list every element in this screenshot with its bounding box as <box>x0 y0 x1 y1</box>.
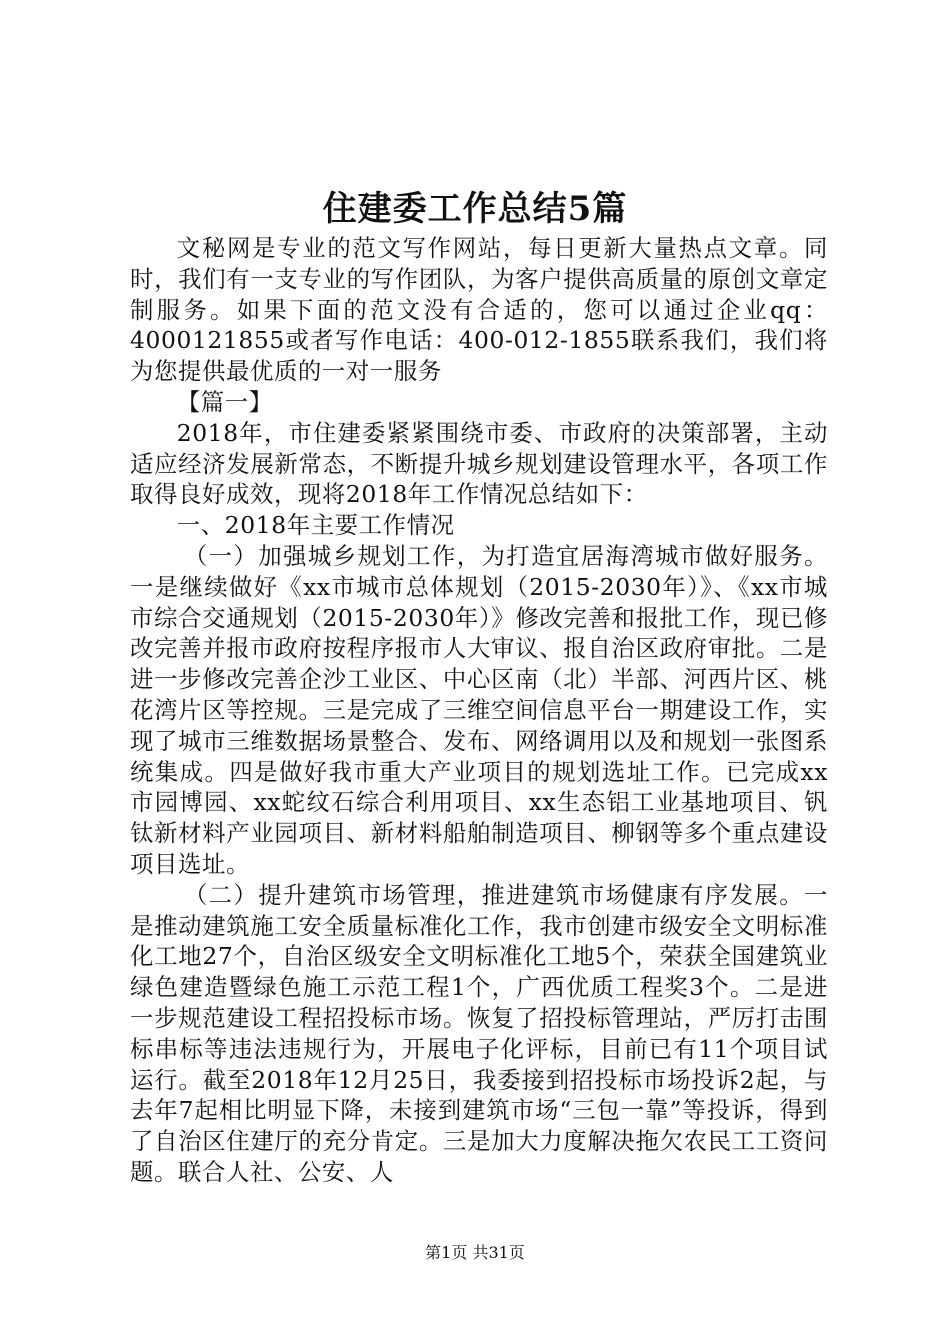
intro-paragraph: 文秘网是专业的范文写作网站，每日更新大量热点文章。同时，我们有一支专业的写作团队，为客户提供高质量的原创文章定制服务。如果下面的范文没有合适的，您可以通过企业qq：4000121855或者写作电话：400-012-1855联系我们，我们将为您提供最优质的一对一服务 <box>130 234 828 386</box>
section-label: 【篇一】 <box>176 387 273 416</box>
document-title: 住建委工作总结5篇 <box>322 189 628 229</box>
summary-paragraph: 2018年，市住建委紧紧围绕市委、市政府的决策部署，主动适应经济发展新常态，不断提升城乡规划建设管理水平，各项工作取得良好成效，现将2018年工作情况总结如下： <box>130 418 828 509</box>
page-footer: 第1页 共31页 <box>425 1243 525 1262</box>
document-body <box>130 233 828 1188</box>
planning-paragraph: （一）加强城乡规划工作，为打造宜居海湾城市做好服务。一是继续做好《xx市城市总体规划（2015-2030年）》、《xx市城市综合交通规划（2015-2030年）》修改完善和报批工作，现已修改完善并报市政府按程序报市人大审议、报自治区政府审批。二是进一步修改完善企沙工业区、中心区南（北）半部、河西片区、桃花湾片区等控规。三是完成了三维空间信息平台一期建设工作，实现了城市三维数据场景整合、发布、网络调用以及和规划一张图系统集成。四是做好我市重大产业项目的规划选址工作。已完成xx市园博园、xx蛇纹石综合利用项目、xx生态铝工业基地项目、钒钛新材料产业园项目、新材料船舶制造项目、柳钢等多个重点建设项目选址。 <box>130 541 828 878</box>
construction-market-paragraph: （二）提升建筑市场管理，推进建筑市场健康有序发展。一是推动建筑施工安全质量标准化工作，我市创建市级安全文明标准化工地27个，自治区级安全文明标准化工地5个，荣获全国建筑业绿色建造暨绿色施工示范工程1个，广西优质工程奖3个。二是进一步规范建设工程招投标市场。恢复了招投标管理站，严厉打击围标串标等违法违规行为，开展电子化评标，目前已有11个项目试运行。截至2018年12月25日，我委接到招投标市场投诉2起，与去年7起相比明显下降，未接到建筑市场“三包一靠”等投诉，得到了自治区住建厅的充分肯定。三是加大力度解决拖欠农民工工资问题。联合人社、公安、人 <box>130 880 828 1186</box>
section-heading: 一、2018年主要工作情况 <box>176 511 455 540</box>
